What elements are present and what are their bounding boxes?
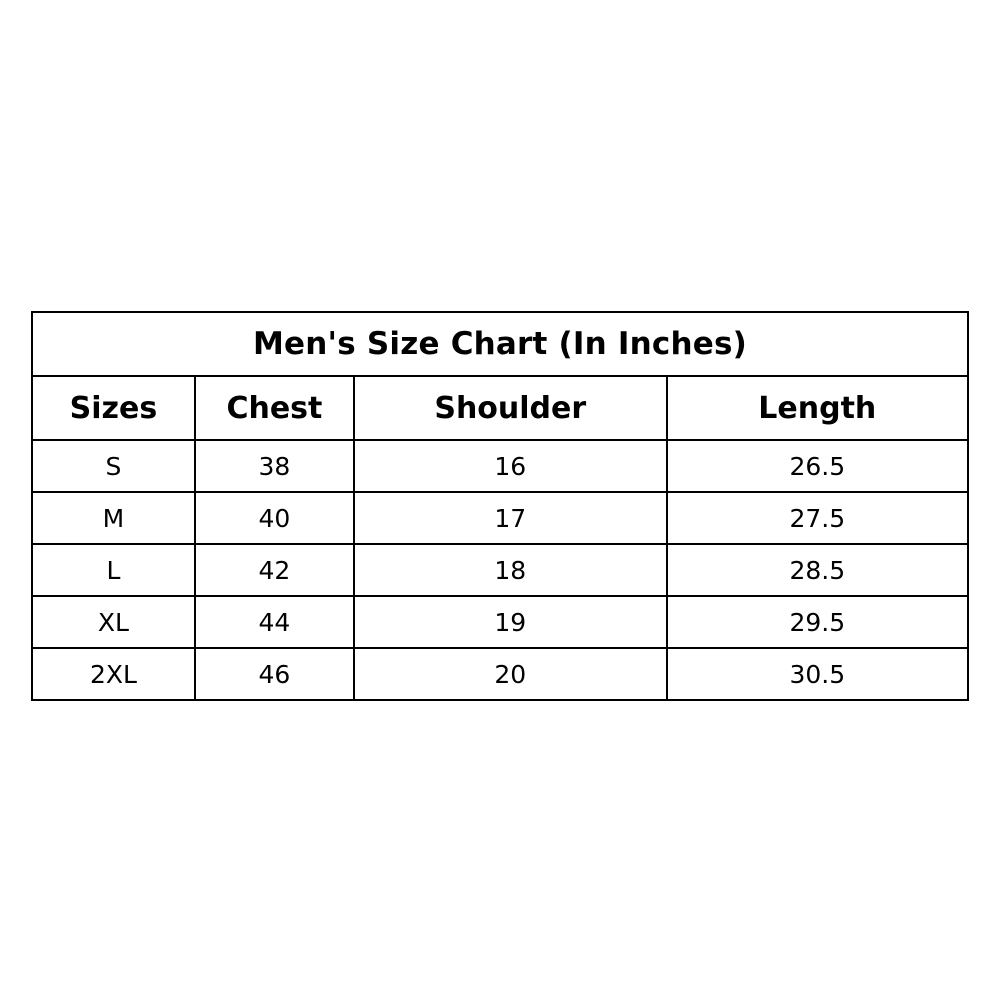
cell-length: 30.5	[667, 648, 968, 700]
cell-chest: 46	[195, 648, 354, 700]
cell-shoulder: 19	[354, 596, 667, 648]
cell-chest: 38	[195, 440, 354, 492]
column-header-length: Length	[667, 376, 968, 440]
size-chart-table	[31, 311, 969, 701]
cell-shoulder: 20	[354, 648, 667, 700]
table-row	[32, 596, 968, 648]
cell-size: L	[32, 544, 195, 596]
cell-length: 29.5	[667, 596, 968, 648]
column-header-chest: Chest	[195, 376, 354, 440]
cell-length: 28.5	[667, 544, 968, 596]
cell-length: 26.5	[667, 440, 968, 492]
cell-size: XL	[32, 596, 195, 648]
cell-chest: 44	[195, 596, 354, 648]
table-title-row	[32, 312, 968, 376]
cell-chest: 42	[195, 544, 354, 596]
table-row	[32, 492, 968, 544]
cell-size: M	[32, 492, 195, 544]
column-header-sizes: Sizes	[32, 376, 195, 440]
table-row	[32, 440, 968, 492]
cell-length: 27.5	[667, 492, 968, 544]
column-header-shoulder: Shoulder	[354, 376, 667, 440]
table-header-row	[32, 376, 968, 440]
cell-size: S	[32, 440, 195, 492]
cell-chest: 40	[195, 492, 354, 544]
chart-title: Men's Size Chart (In Inches)	[32, 312, 968, 376]
cell-shoulder: 18	[354, 544, 667, 596]
table-row	[32, 544, 968, 596]
cell-shoulder: 16	[354, 440, 667, 492]
size-chart-container	[31, 311, 969, 687]
cell-size: 2XL	[32, 648, 195, 700]
table-row	[32, 648, 968, 700]
cell-shoulder: 17	[354, 492, 667, 544]
